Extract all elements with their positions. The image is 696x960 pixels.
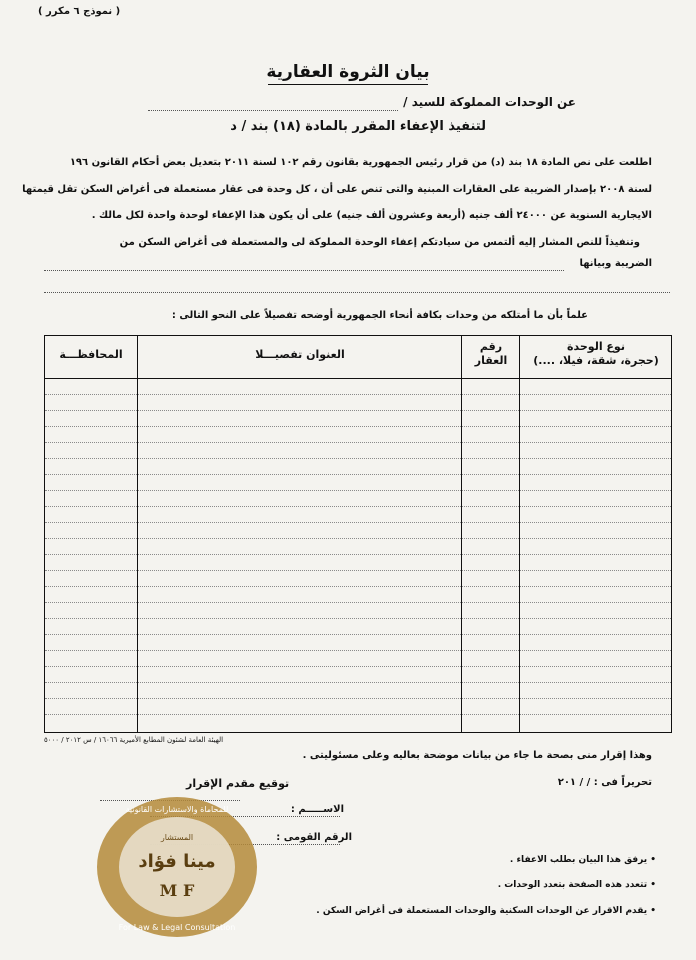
table-ruled-line — [45, 490, 671, 491]
header-unit-type-label: نوع الوحدة — [567, 340, 625, 353]
article-reference: لتنفيذ الإعفاء المقرر بالمادة (١٨) بند / د — [230, 119, 486, 134]
table-ruled-line — [45, 682, 671, 683]
table-ruled-line — [45, 698, 671, 699]
date-field[interactable]: تحريراً فى : / / ٢٠١ — [557, 777, 652, 788]
paragraph-line-3: الايجارية السنوية عن ٢٤٠٠٠ ألف جنيه (أربعة وعشرون ألف جنيه) على أن يكون هذا الإعفاء لوحدة واحدة لكل مالك . — [91, 210, 652, 221]
table-ruled-line — [45, 410, 671, 411]
table-ruled-line — [45, 522, 671, 523]
table-ruled-line — [45, 650, 671, 651]
note-item: • يقدم الاقرار عن الوحدات السكنية والوحدات المستعملة فى أغراض السكن . — [316, 906, 656, 916]
table-ruled-line — [45, 586, 671, 587]
document-title: بيان الثروة العقارية — [266, 62, 430, 82]
name-label: الاســـــم : — [290, 804, 344, 815]
printer-footnote: الهيئة العامة لشئون المطابع الأميرية ١٦٠٦٦ / س ٢٠١٢ / ٥٠٠٠ — [44, 736, 224, 744]
table-ruled-line — [45, 538, 671, 539]
law-office-stamp — [92, 792, 262, 942]
header-unit-type-examples: (حجرة، شقة، فيلا، ....) — [533, 354, 659, 367]
table-ruled-line — [45, 506, 671, 507]
header-property-number-line1: رقم — [479, 340, 503, 353]
column-divider — [137, 336, 138, 732]
tax-detail-field-1[interactable] — [44, 270, 564, 271]
table-ruled-line — [45, 634, 671, 635]
table-intro: علماً بأن ما أمتلكه من وحدات بكافة أنحاء الجمهورية أوضحه تفصيلاً على النحو التالى : — [171, 310, 588, 321]
header-address: العنوان تفصيـــلا — [255, 348, 345, 361]
header-governorate: المحافظـــة — [59, 348, 123, 361]
table-ruled-line — [45, 442, 671, 443]
owner-line-label: عن الوحدات المملوكة للسيد / — [403, 95, 576, 109]
table-ruled-line — [45, 554, 671, 555]
table-ruled-line — [45, 666, 671, 667]
header-unit-type — [521, 340, 671, 368]
paragraph-line-5: الضريبة وبيانها — [579, 258, 652, 269]
table-ruled-line — [45, 474, 671, 475]
table-ruled-line — [45, 570, 671, 571]
table-ruled-line — [45, 426, 671, 427]
table-ruled-line — [45, 618, 671, 619]
header-property-number — [463, 340, 519, 368]
note-item: • يرفق هذا البيان بطلب الاعفاء . — [509, 855, 656, 865]
note-item: • تتعدد هذه الصفحة بتعدد الوحدات . — [497, 880, 656, 890]
declaration-text: وهذا إقرار منى بصحة ما جاء من بيانات موضحة بعاليه وعلى مسئوليتى . — [302, 750, 652, 761]
stamp-arc-arabic: للمحاماة والاستشارات القانونية — [125, 805, 229, 814]
column-divider — [519, 336, 520, 732]
national-id-label: الرقم القومى : — [276, 832, 352, 843]
stamp-name: مينا فؤاد — [138, 851, 216, 872]
header-property-number-line2: العقار — [474, 354, 508, 367]
tax-detail-field-2[interactable] — [44, 292, 670, 293]
properties-table — [44, 335, 672, 733]
table-ruled-line — [45, 458, 671, 459]
stamp-arc-english: For Law & Legal Consultation — [118, 923, 236, 932]
title-underline — [268, 84, 428, 85]
table-ruled-line — [45, 602, 671, 603]
paragraph-line-4: وتنفيذاً للنص المشار إليه ألتمس من سيادتكم إعفاء الوحدة المملوكة لى والمستعملة فى أغراض السكن من — [119, 237, 640, 248]
column-divider — [461, 336, 462, 732]
stamp-initials: M F — [159, 881, 195, 900]
signature-label: توقيع مقدم الإقرار — [186, 777, 290, 790]
table-ruled-line — [45, 394, 671, 395]
form-number: ( نموذج ٦ مكرر ) — [38, 6, 121, 17]
paragraph-line-2: لسنة ٢٠٠٨ بإصدار الضريبة على العقارات المبنية والتى تنص على أن ، كل وحدة فى عقار مستعملة فى أغراض السكن تقل قيمتها — [22, 184, 652, 195]
stamp-small-text: المستشار — [160, 833, 194, 842]
paragraph-line-1: اطلعت على نص المادة ١٨ بند (د) من قرار رئيس الجمهورية بقانون رقم ١٠٢ لسنة ٢٠١١ بتعديل بعض أحكام القانون ١٩٦ — [69, 157, 652, 168]
owner-name-field[interactable] — [148, 110, 398, 111]
table-ruled-line — [45, 714, 671, 715]
